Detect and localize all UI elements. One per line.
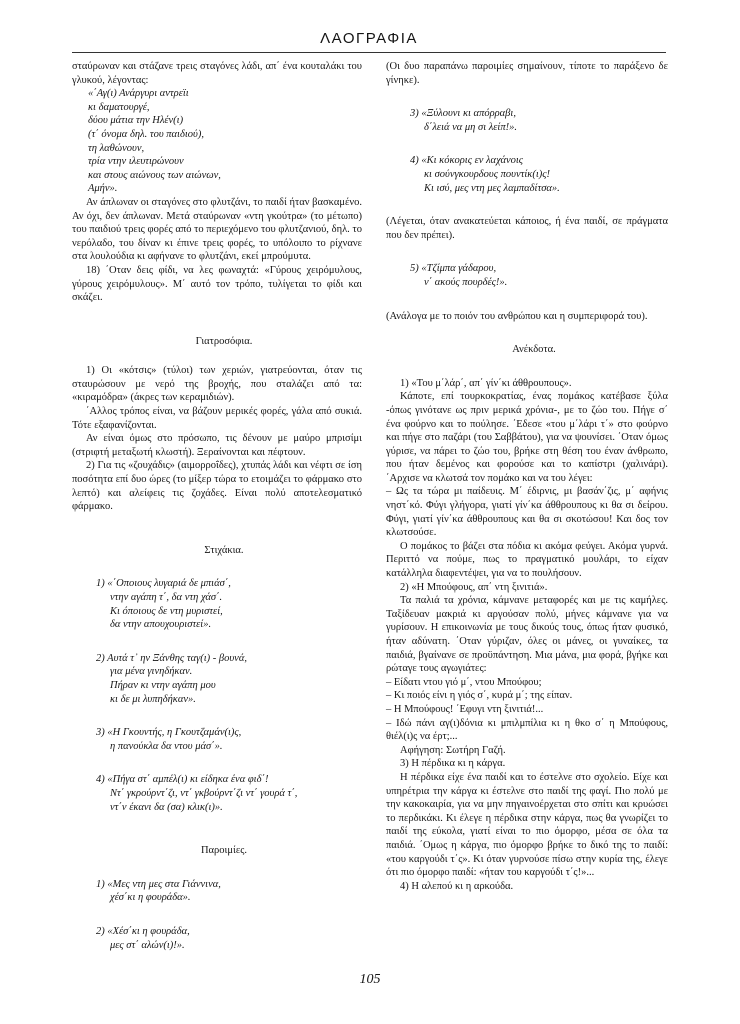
verse-line: χέσ΄κι η φουράδα». (110, 892, 191, 904)
verse-2 (72, 652, 362, 706)
note-paragraph: (Λέγεται, όταν ανακατεύεται κάποιος, ή ένα παιδί, σε πράγματα που δεν πρέπει). (386, 216, 668, 241)
anecdote-title: 2) «Η Μπούφους, απ΄ ντη ξινιτιά». (400, 581, 548, 593)
verse-line: για μένα γινηδήκαν. (110, 666, 193, 678)
verse-line: 2) Αυτά τ᾽ ην Ξάνθης ταγ(ι) - βουνά, (96, 652, 247, 664)
note-paragraph: (Οι δυο παραπάνω παροιμίες σημαίνουν, τίποτε το παράξενο δε γίνηκε). (386, 61, 668, 86)
verse-line: Ντ΄ γκρούρντ΄ζι, ντ΄ γκβούρντ΄ζι ντ΄ γουρά τ΄, (110, 787, 298, 799)
right-column (386, 60, 668, 893)
verse-line: δα ντην απουχουριστεί». (110, 619, 212, 631)
verse-line: τη λαθώνουν, (88, 142, 145, 154)
body-paragraph: Αν είναι όμως στο πρόσωπο, τις δένουν με μαύρο μπρισίμι (στριφτή μεταξωτή κλωστή). Ξεραίνονται και πέφτουν. (72, 433, 362, 458)
verse-line: 4) «Πήγα στ΄ αμπέλ(ι) κι είδηκα ένα φιδ΄! (96, 774, 269, 786)
verse-3 (72, 726, 362, 753)
verse-1 (72, 577, 362, 631)
body-paragraph: Η πέρδικα είχε ένα παιδί και το έστελνε στο σχολείο. Είχε και υπηρέτρια την κάργα κι έστελνε στο παιδί της φαγί. Πιο πολύ με την κακοκαιρία, για να μην πηγαινοέρχεται στο σπίτι και κρυώσει το περδικάκι. Κι έλεγε η πέρδικα στην κάργα, πως θα γνωρίζει το παιδί της εύκολα, γιατί είναι το πιο όμορφο, μέσα σε όλα τα παιδιά. ΄Ομως η κάργα, πιο όμορφο βρήκε το δικό της το παιδί: «του καργούδι τ΄ς». Κι όταν γυρνούσε πίσω στην κυρία της, έλεγε ότι πιο όμορφο παιδί: «ήταν του καργούδι τ΄ς!»... (386, 771, 668, 879)
verse-line: κι δε μι λυπηδήκαν». (110, 693, 196, 705)
verse-line: (τ΄ όνομα δηλ. του παιδιού), (88, 128, 204, 140)
page-number: 105 (359, 972, 381, 987)
verse-line: 3) «Η Γκουντής, η Γκουτζαμάν(ι)ς, (96, 727, 242, 739)
intro-paragraph: σταύρωναν και στάζανε τρεις σταγόνες λάδι, απ΄ ένα κουταλάκι του γλυκού, λέγοντας: (72, 61, 362, 86)
verse-4 (72, 773, 362, 814)
body-paragraph: Κάποτε, επί τουρκοκρατίας, ένας πομάκος κατέβασε ξύλα -όπως γινότανε ως πριν μερικά χρόνια-, με το ζώο του. Πήγε σ΄ ένα φούρνο και το πούλησε. ΄Εδεσε «του μ΄λάρι τ΄» στο φούρνο και πήγε στο παζάρι (του Σαββάτου), για να ψουνίσει. ΄Οταν όμως γύρισε, να πάρει το ζώο του, βρήκε στη θέση του έναν άνθρωπο, που ήταν δεμένος και φορούσε και το καπίστρι (χαλινάρι). ΄Αρχισε να κλωτσά τον πομάκο και να του λέγει: (386, 391, 668, 484)
section-heading-remedies: Γιατροσόφια. (195, 335, 253, 347)
proverb-3 (386, 107, 668, 134)
section-heading-anecdotes: Ανέκδοτα. (512, 344, 556, 356)
verse-line: δ΄λειά να μη σι λείπ!». (424, 121, 517, 133)
body-paragraph: Αν άπλωναν οι σταγόνες στο φλυτζάνι, το παιδί ήταν βασκαμένο. Αν όχι, δεν άπλωναν. Μετά σταύρωναν «ντη γκούτρα» (το μέτωπο) του παιδιού τρεις φορές από το περιεχόμενο του φλυτζανιού, δηλ. το νερόλαδο, του δίναν κι έπινε τρεις φορές, το υπόλοιπο το ρίχνανε στα λουλούδια κι αφήνανε το φλυτζάνι, εκεί μπρούμυτα. (72, 196, 362, 263)
anecdote-title: 4) Η αλεπού κι η αρκούδα. (400, 880, 514, 892)
verse-line: ν΄ ακούς πουρδές!». (424, 276, 508, 288)
verse-line: η πανούκλα δα ντου μάσ΄». (110, 740, 223, 752)
verse-line: 2) «Χέσ΄κι η φουράδα, (96, 925, 190, 937)
body-paragraph: Τα παλιά τα χρόνια, κάμνανε μεταφορές και με τις καμήλες. Ταξίδευαν μακριά κι αργούσαν πολύ, μήνες κάμνανε για να γυρίσουν. Η επικοινωνία με τους δικούς τους, όπως ήταν φυσικό, ήταν αδύνατη. ΄Οταν γύριζαν, όλες οι μάνες, οι γυναίκες, τα παιδιά, βγαίνανε σε προϋπάντηση. Μια μάνα, μια φορά, βγήκε και ρώταγε τους αγωγιάτες: (386, 595, 668, 675)
dialog-line: – Ιδώ πάνι αγ(ι)δόνια κι μπιλμπίλια κι η θκο σ΄ η Μπούφους, θιέλ(ι)ς να έρτ;... (386, 717, 668, 743)
running-header (72, 30, 666, 53)
section-heading-proverbs: Παροιμίες. (200, 845, 248, 857)
dialog-line: – Η Μπούφους! ΄Εφυγι ντη ξινιτιά!... (386, 703, 544, 715)
verse-line: 1) «΄Οποιους λυγαριά δε μπιάσ΄, (96, 578, 231, 590)
verse-line: μες στ΄ αλών(ι)!». (110, 939, 185, 951)
proverb-5 (386, 262, 668, 289)
verse-line: ντ΄ν έκανι δα (σα) κλικ(ι)». (110, 801, 223, 813)
proverb-4 (386, 154, 668, 195)
verse-line: Πήραν κι ντην αγάπη μου (110, 679, 216, 691)
verse-line: «΄Αγ(ι) Ανάργυρι αντρεϊι (88, 88, 189, 100)
verse-line: Αμήν». (88, 183, 118, 195)
body-paragraph: – Ως τα τώρα μι παίδευις. Μ΄ έδιρνις, μι βασάν΄ζις, μ΄ αφήνις νηστ΄κό. Φύγι γλήγορα, γιατί γίν΄κα άθθρουπους κι θα σι δείρου. Φύγι, γιατί γίν΄κα άθθρουπους και θα σι σκοτώσου! Και δος τον κλωτσούσε. (386, 486, 668, 539)
left-column (72, 60, 362, 952)
verse-line: Κι όποιους δε ντη μυριστεί, (110, 605, 223, 617)
verse-line: κι σούνγκουρδους πουντίκ(ι)ς! (424, 168, 550, 180)
proverb-2 (72, 925, 362, 952)
body-paragraph: ΄Αλλος τρόπος είναι, να βάζουν μερικές φορές, γάλα από συκιά. Τότε εξαφανίζονται. (72, 406, 362, 431)
informant-credit: Αφήγηση: Σωτήρη Γαζή. (400, 744, 506, 756)
body-paragraph: 1) Οι «κότσις» (τύλοι) των χεριών, γιατρεύονται, όταν τις σταυρώσουν με νερό της βροχής, που σταλάζει από τα: «κιραμόδρα» (άκρες των κεραμιδιών). (72, 365, 362, 404)
proverb-1 (72, 878, 362, 905)
verse-line: και στους αιώνους των αιώνων, (88, 169, 221, 181)
header-title: ΛΑΟΓΡΑΦΙΑ (320, 30, 418, 47)
verse-line: 1) «Μες ντη μες στα Γιάννινα, (96, 878, 221, 890)
section-heading-verses: Στιχάκια. (204, 544, 244, 556)
body-paragraph: 18) ΄Οταν δεις φίδι, να λες φωναχτά: «Γύρους χειρόμυλους, γύρους χειρόμυλους». Μ΄ αυτό τον τρόπο, τυλίγεται το φίδι και σκάζει. (72, 264, 362, 304)
dialog-line: – Κι ποιός είνι η γιός σ΄, κυρά μ΄; της είπαν. (386, 690, 573, 702)
chant-verse (72, 87, 362, 196)
anecdote-title: 1) «Του μ΄λάρ΄, απ΄ γίν΄κι άθθρουπους». (400, 377, 572, 389)
verse-line: δύου μάτια την Ηλέν(ι) (88, 115, 184, 127)
verse-line: 3) «Ξύλουνι κι απόρραβι, (410, 108, 516, 120)
verse-line: ντην αγάπη τ΄, δα ντη χάσ΄. (110, 592, 223, 603)
verse-line: 4) «Κι κόκορις εν λαχάνοις (410, 155, 524, 167)
verse-line: Κι ισύ, μες ντη μες λαμπαδίτσα». (424, 182, 560, 194)
dialog-line: – Είδατι ντου γιό μ΄, ντου Μπούφου; (386, 676, 542, 688)
anecdote-title: 3) Η πέρδικα κι η κάργα. (400, 758, 506, 770)
body-paragraph: Ο πομάκος το βάζει στα πόδια κι ακόμα φεύγει. Ακόμα γυρνά. Περιττό να πούμε, πως το πραγματικό μουλάρι, το είχαν κατάλληλα διαφεντέψει, για να το πουλήσουν. (386, 540, 668, 580)
verse-line: κι δαματουργέ, (88, 101, 150, 113)
body-paragraph: 2) Για τις «ζουχάδις» (αιμορροΐδες), χτυπάς λάδι και νέφτι σε ίση ποσότητα επί δυο ώρες (το μίξερ τώρα το ετοιμάζει το φάρμακο στο λεπτό) και αλείφεις τις ζοχάδες. Είναι πολύ αποτελεσματικό φάρμακο. (72, 460, 362, 513)
verse-line: 5) «Τζίμπα γάδαρου, (410, 263, 497, 275)
verse-line: τρία ντην ιλευτιρώνουν (88, 156, 184, 168)
note-paragraph: (Ανάλογα με το ποιόν του ανθρώπου και η συμπεριφορά του). (386, 310, 648, 322)
